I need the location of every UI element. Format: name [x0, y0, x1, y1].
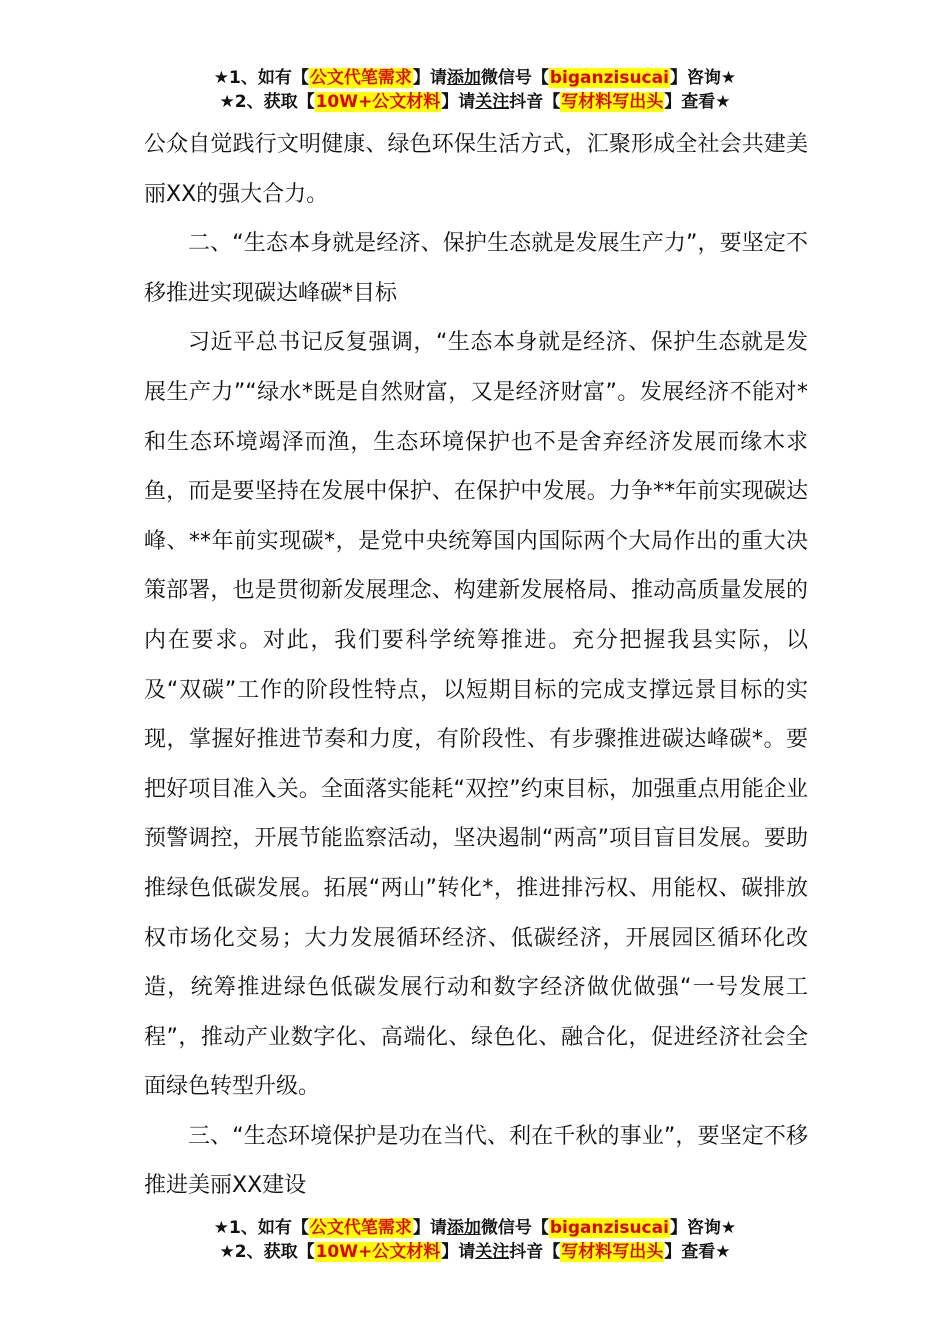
document-body [144, 120, 808, 1211]
promo-text: ★2、获取【 [219, 92, 315, 112]
promo-text: 微信号【 [480, 68, 549, 88]
promo-highlight: 10W+公文材料 [315, 1242, 441, 1262]
promo-text: ★2、获取【 [219, 1242, 315, 1262]
promo-text: ★1、如有【 [213, 1218, 309, 1238]
promo-text: 】咨询★ [669, 1218, 737, 1238]
promo-underline: 添加 [446, 68, 481, 88]
promo-line-1 [0, 1216, 950, 1240]
promo-underline: 添加 [446, 1218, 481, 1238]
section-heading-2: 二、“生态本身就是经济、保护生态就是发展生产力”，要坚定不移推进实现碳达峰碳*目标 [144, 231, 808, 306]
promo-highlight: 10W+公文材料 [315, 92, 441, 112]
promo-text: 】请 [441, 92, 476, 112]
paragraph-continuation: 公众自觉践行文明健康、绿色环保生活方式，汇聚形成全社会共建美丽XX的强大合力。 [144, 132, 808, 207]
promo-text: 】请 [412, 68, 447, 88]
promo-text: 】查看★ [664, 92, 731, 112]
promo-highlight: biganzisucai [549, 68, 669, 88]
promo-text: 微信号【 [480, 1218, 549, 1238]
promo-highlight: 公文代笔需求 [309, 1218, 412, 1238]
promo-text: 】请 [412, 1218, 447, 1238]
promo-text: 】咨询★ [669, 68, 737, 88]
promo-underline: 关注 [475, 92, 510, 112]
section-heading-3: 三、“生态环境保护是功在当代、利在千秋的事业”，要坚定不移推进美丽XX建设 [144, 1123, 808, 1199]
promo-underline: 关注 [475, 1242, 510, 1262]
promo-highlight: 公文代笔需求 [309, 68, 412, 88]
promo-line-1 [0, 66, 950, 90]
promo-text: 抖音【 [509, 1242, 561, 1262]
paragraph: 习近平总书记反复强调，“生态本身就是经济、保护生态就是发展生产力”“绿水*既是自然财富，又是经济财富”。发展经济不能对*和生态环境竭泽而渔，生态环境保护也不是舍弃经济发展而缘木求鱼，而是要坚持在发展中保护、在保护中发展。力争**年前实现碳达峰、**年前实现碳*，是党中央统筹国内国际两个大局作出的重大决策部署，也是贯彻新发展理念、构建新发展格局、推动高质量发展的内在要求。对此，我们要科学统筹推进。充分把握我县实际，以及“双碳”工作的阶段性特点，以短期目标的完成支撑远景目标的实现，掌握好推进节奏和力度，有阶段性、有步骤推进碳达峰碳*。要把好项目准入关。全面落实能耗“双控”约束目标，加强重点用能企业预警调控，开展节能监察活动，坚决遏制“两高”项目盲目发展。要助推绿色低碳发展。拓展“两山”转化*，推进排污权、用能权、碳排放权市场化交易；大力发展循环经济、低碳经济，开展园区循环化改造，统筹推进绿色低碳发展行动和数字经济做优做强“一号发展工程”，推动产业数字化、高端化、绿色化、融合化，促进经济社会全面绿色转型升级。 [144, 330, 808, 1100]
footer-promo-banner [0, 1216, 950, 1264]
header-promo-banner [0, 66, 950, 114]
promo-line-2 [0, 90, 950, 114]
promo-text: ★1、如有【 [213, 68, 309, 88]
promo-highlight: 写材料写出头 [561, 1242, 664, 1262]
promo-text: 】请 [441, 1242, 476, 1262]
promo-highlight: 写材料写出头 [561, 92, 664, 112]
promo-text: 】查看★ [664, 1242, 731, 1262]
promo-text: 抖音【 [509, 92, 561, 112]
promo-line-2 [0, 1240, 950, 1264]
promo-highlight: biganzisucai [549, 1218, 669, 1238]
